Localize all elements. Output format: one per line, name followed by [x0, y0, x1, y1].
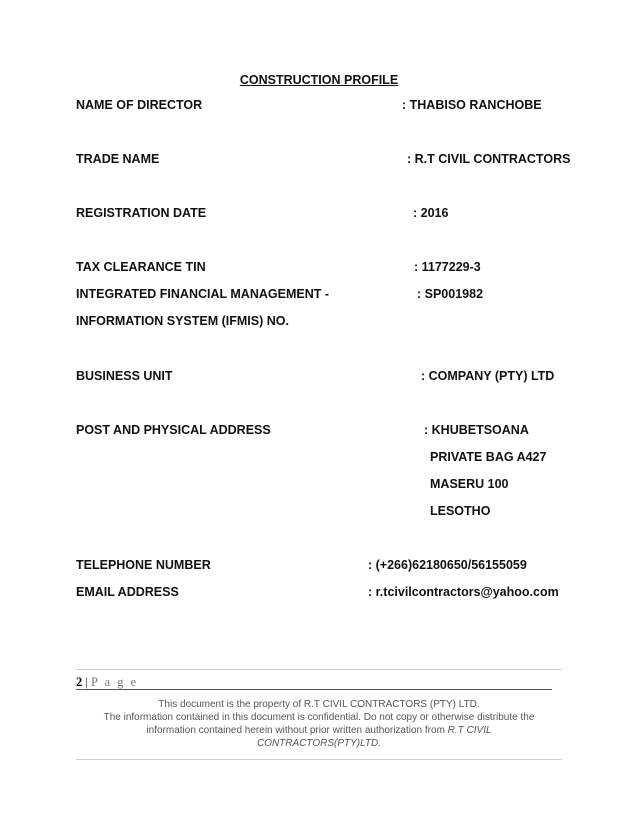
disclaimer-line: This document is the property of R.T CIVIL CONTRACTORS (PTY) LTD.	[158, 699, 480, 710]
page-number	[76, 675, 138, 690]
page-number-value: 2	[76, 675, 83, 689]
disclaimer-company: CONTRACTORS(PTY)LTD.	[256, 738, 382, 749]
confidentiality-disclaimer	[76, 698, 562, 750]
address-line: : KHUBETSOANA	[424, 423, 529, 437]
address-label: POST AND PHYSICAL ADDRESS	[76, 423, 271, 437]
trade-name-label: TRADE NAME	[76, 152, 160, 166]
ifmis-value: : SP001982	[417, 287, 484, 301]
telephone-value: : (+266)62180650/56155059	[368, 558, 527, 572]
disclaimer-line	[76, 724, 562, 737]
disclaimer-text: information contained herein without prior written authorization from	[146, 725, 448, 736]
disclaimer-company: R.T CIVIL	[447, 725, 492, 736]
registration-date-value: : 2016	[413, 206, 449, 220]
address-line: PRIVATE BAG A427	[430, 450, 547, 464]
footer-divider	[76, 689, 552, 690]
document-title: CONSTRUCTION PROFILE	[239, 73, 399, 87]
director-label: NAME OF DIRECTOR	[76, 98, 203, 112]
footer-divider	[76, 669, 562, 670]
disclaimer-line: The information contained in this document is confidential. Do not copy or otherwise distribute the	[103, 712, 535, 723]
registration-date-label: REGISTRATION DATE	[76, 206, 207, 220]
email-value: : r.tcivilcontractors@yahoo.com	[368, 585, 559, 599]
footer-divider	[76, 759, 562, 760]
tax-clearance-label: TAX CLEARANCE TIN	[76, 260, 206, 274]
email-label: EMAIL ADDRESS	[76, 585, 179, 599]
disclaimer-line	[76, 737, 562, 750]
business-unit-label: BUSINESS UNIT	[76, 369, 173, 383]
page-separator: |	[82, 675, 92, 689]
trade-name-value: : R.T CIVIL CONTRACTORS	[407, 152, 571, 166]
address-line: MASERU 100	[430, 477, 509, 491]
business-unit-value: : COMPANY (PTY) LTD	[421, 369, 555, 383]
ifmis-label-line2: INFORMATION SYSTEM (IFMIS) NO.	[76, 314, 289, 328]
tax-clearance-value: : 1177229-3	[414, 260, 481, 274]
page-word: P a g e	[91, 675, 139, 689]
telephone-label: TELEPHONE NUMBER	[76, 558, 211, 572]
address-line: LESOTHO	[430, 504, 491, 518]
ifmis-label-line1: INTEGRATED FINANCIAL MANAGEMENT -	[76, 287, 329, 301]
director-value: : THABISO RANCHOBE	[402, 98, 542, 112]
